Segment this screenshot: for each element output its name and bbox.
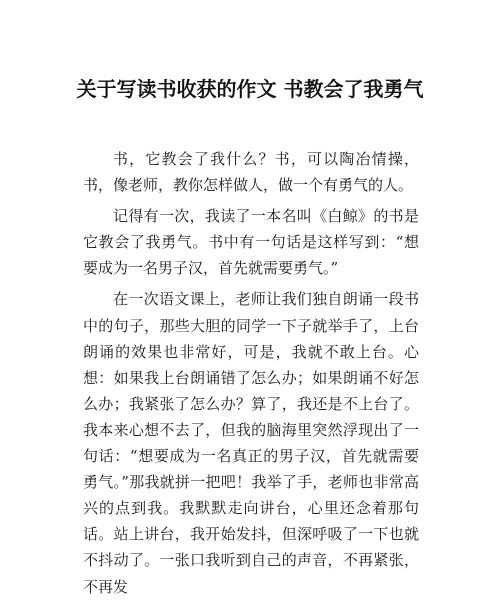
paragraph-1: 书，它教会了我什么？书，可以陶冶情操，书，像老师，教你怎样做人，做一个有勇气的人。 [83, 150, 419, 195]
article-title: 关于写读书收获的作文 书教会了我勇气 [76, 77, 424, 102]
article-body [83, 146, 419, 600]
paragraph-2: 记得有一次，我读了一本名叫《白鲸》的书是它教会了我勇气。书中有一句话是这样写到：“想要成为一名男子汉，首先就需要勇气。” [83, 207, 419, 278]
paragraph-3: 在一次语文课上，老师让我们独自朗诵一段书中的句子，那些大胆的同学一下子就举手了，上台朗诵的效果也非常好，可是，我就不敢上台。心想：如果我上台朗诵错了怎么办；如果朗诵不好怎么办；我紧张了怎么办？算了，我还是不上台了。我本来心想不去了，但我的脑海里突然浮现出了一句话：“想要成为一名真正的男子汉，首先就需要勇气。”那我就拼一把吧！我举了手，老师也非常高兴的点到我。我默默走向讲台，心里还念着那句话。站上讲台，我开始发抖，但深呼吸了一下也就不抖动了。一张口我听到自己的声音，不再紧张，不再发 [83, 290, 419, 596]
